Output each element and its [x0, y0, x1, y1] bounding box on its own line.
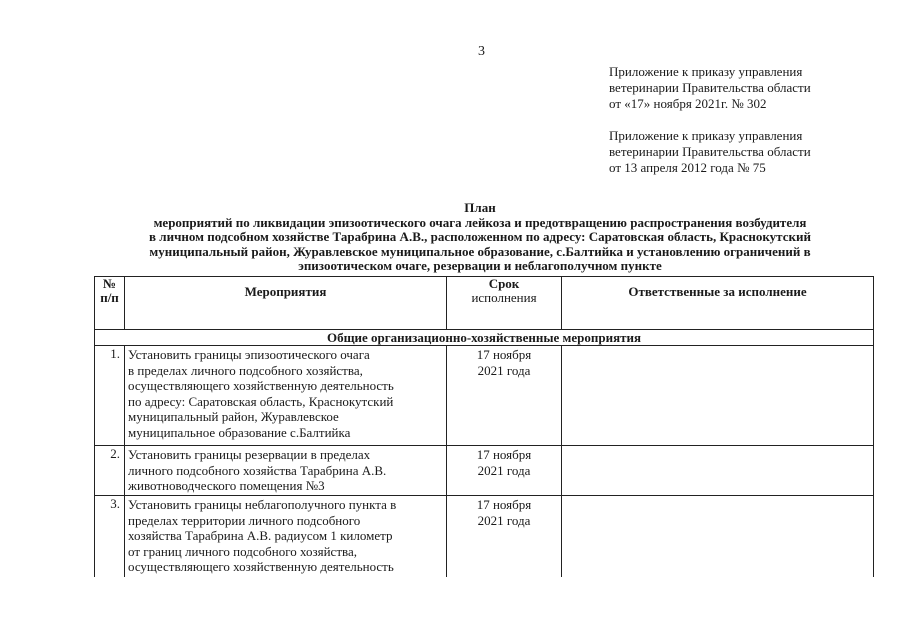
header-number: [95, 277, 125, 330]
row-deadline: [447, 496, 562, 578]
plan-subtitle-line: муниципальный район, Журавлевское муниципальное образование, с.Балтийка и установлению ограничений в: [149, 243, 811, 259]
section-row: [95, 330, 874, 346]
header-deadline: [447, 277, 562, 330]
appendix-line: Приложение к приказу управления: [609, 128, 803, 143]
page-number: 3: [478, 44, 485, 59]
deadline-line: 2021 года: [477, 512, 531, 528]
appendix-line: Приложение к приказу управления: [609, 64, 803, 79]
activity-line: муниципальное образование с.Балтийка: [128, 424, 351, 440]
table-row: [95, 346, 874, 446]
plan-title: План: [464, 200, 496, 215]
row-number: 3.: [95, 496, 125, 578]
activity-line: от границ личного подсобного хозяйства,: [128, 543, 357, 559]
plan-subtitle-line: эпизоотическом очаге, резервации и неблагополучном пункте: [298, 258, 662, 273]
deadline-line: 17 ноября: [476, 347, 532, 362]
appendix-line: ветеринарии Правительства области: [609, 144, 811, 159]
row-responsible: [562, 346, 874, 446]
deadline-line: 2021 года: [477, 462, 531, 478]
activity-line: Установить границы резервации в пределах: [128, 447, 371, 462]
plan-subtitle-line: мероприятий по ликвидации эпизоотического очага лейкоза и предотвращению распространения возбудителя: [153, 214, 807, 230]
appendix-line: ветеринарии Правительства области: [609, 80, 811, 95]
header-number-line2: п/п: [100, 290, 119, 305]
appendix-note-current: [609, 64, 869, 112]
plan-table: [94, 276, 874, 577]
row-activity: [125, 446, 447, 496]
table-header-row: [95, 277, 874, 330]
activity-line: пределах территории личного подсобного: [128, 512, 361, 528]
deadline-line: 17 ноября: [476, 497, 532, 512]
deadline-line: 2021 года: [477, 362, 531, 378]
header-activities: Мероприятия: [125, 277, 447, 330]
activity-line: Установить границы неблагополучного пункта в: [128, 497, 397, 512]
plan-heading: [100, 201, 860, 274]
table-row: [95, 496, 874, 578]
row-activity: [125, 496, 447, 578]
appendix-line: от 13 апреля 2012 года № 75: [609, 160, 766, 175]
header-number-line1: №: [102, 276, 117, 291]
activity-line: животноводческого помещения №3: [128, 478, 325, 493]
table-row: [95, 446, 874, 496]
section-title: Общие организационно-хозяйственные мероприятия: [95, 330, 874, 346]
row-number: 2.: [95, 446, 125, 496]
row-responsible: [562, 446, 874, 496]
deadline-line: 17 ноября: [476, 447, 532, 462]
activity-line: осуществляющего хозяйственную деятельность: [128, 378, 394, 393]
header-deadline-line1: Срок: [488, 276, 520, 291]
appendix-line: от «17» ноября 2021г. № 302: [609, 96, 767, 111]
activity-line: личного подсобного хозяйства Тарабрина А.В.: [128, 462, 387, 478]
row-responsible: [562, 496, 874, 578]
header-responsible: Ответственные за исполнение: [562, 277, 874, 330]
row-activity: [125, 346, 447, 446]
activity-line: Установить границы эпизоотического очага: [128, 347, 370, 362]
row-deadline: [447, 446, 562, 496]
row-deadline: [447, 346, 562, 446]
activity-line: хозяйства Тарабрина А.В. радиусом 1 километр: [128, 528, 393, 543]
activity-line: по адресу: Саратовская область, Краснокутский: [128, 393, 394, 409]
activity-line: муниципальный район, Журавлевское: [128, 409, 339, 424]
appendix-note-original: [609, 128, 869, 176]
plan-subtitle-line: в личном подсобном хозяйстве Тарабрина А.В., расположенном по адресу: Саратовская область, Краснокутский: [149, 229, 811, 244]
activity-line: осуществляющего хозяйственную деятельность: [128, 559, 394, 574]
row-number: 1.: [95, 346, 125, 446]
activity-line: в пределах личного подсобного хозяйства,: [128, 362, 363, 378]
header-deadline-line2: исполнения: [471, 290, 537, 305]
